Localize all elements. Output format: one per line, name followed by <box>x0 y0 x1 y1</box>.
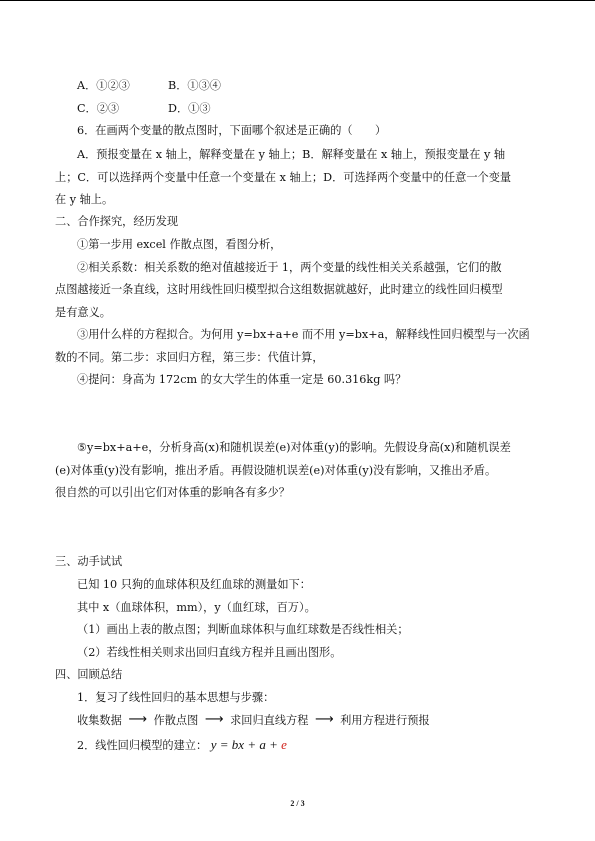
section-3-task-2: （2）若线性相关则求出回归直线方程并且画出图形。 <box>77 646 342 659</box>
workflow-step-scatter-plot: 作散点图 <box>153 714 199 727</box>
section-2-correlation-line-1: ②相关系数：相关系数的绝对值越接近于 1，两个变量的线性相关关系越强，它们的散 <box>77 261 502 274</box>
section-2-correlation-line-2: 点图越接近一条直线，这时用线性回归模型拟合这组数据就越好，此时建立的线性回归模型 <box>55 283 503 296</box>
section-2-analysis-line-2: (e)对体重(y)没有影响，推出矛盾。再假设随机误差(e)对体重(y)没有影响，又推出矛盾。 <box>55 464 497 477</box>
section-3-line-2: 其中 x（血球体积，mm），y（血红球，百万）。 <box>77 601 316 614</box>
section-2-fitting-line-1: ③用什么样的方程拟合。为何用 y=bx+a+e 而不用 y=bx+a，解释线性回归模型与一次函 <box>77 328 530 341</box>
arrow-right-icon: ⟶ <box>204 712 224 727</box>
q5-option-c: C．②③ <box>77 102 120 115</box>
page-number: 2 / 3 <box>290 799 305 808</box>
arrow-right-icon: ⟶ <box>314 712 334 727</box>
formula-error-term: e <box>281 737 287 752</box>
q5-option-d: D．①③ <box>168 102 211 115</box>
section-2-analysis-line-3: 很自然的可以引出它们对体重的影响各有多少？ <box>55 486 290 499</box>
section-2-correlation-line-3: 是有意义。 <box>55 306 111 319</box>
model-label: 2．线性回归模型的建立： <box>77 739 208 752</box>
regression-formula <box>211 737 287 752</box>
section-2-fitting-line-2: 数的不同。第二步：求回归方程，第三步：代值计算， <box>55 351 324 364</box>
section-2-title: 二、合作探究，经历发现 <box>55 215 179 228</box>
q5-option-b: B．①③④ <box>168 79 221 92</box>
workflow-step-predict: 利用方程进行预报 <box>340 714 430 727</box>
workflow-steps <box>77 714 430 728</box>
section-3-title: 三、动手试试 <box>55 555 123 568</box>
section-3-line-1: 已知 10 只狗的血球体积及红血球的测量如下： <box>77 578 311 591</box>
q6-stem: 6．在画两个变量的散点图时，下面哪个叙述是正确的（ ） <box>77 124 387 137</box>
q5-option-a: A．①②③ <box>77 79 130 92</box>
workflow-step-regression-equation: 求回归直线方程 <box>230 714 309 727</box>
section-3-task-1: （1）画出上表的散点图；判断血球体积与血红球数是否线性相关； <box>77 623 409 636</box>
q6-options-line-2: 上；C．可以选择两个变量中任意一个变量在 x 轴上；D．可选择两个变量中的任意一个变量 <box>55 171 512 184</box>
section-2-question: ④提问：身高为 172cm 的女大学生的体重一定是 60.316kg 吗？ <box>77 373 407 386</box>
section-4-line-3 <box>77 738 287 753</box>
q6-options-line-1: A．预报变量在 x 轴上，解释变量在 y 轴上；B．解释变量在 x 轴上，预报变量在 y 轴 <box>77 148 506 161</box>
section-2-analysis-line-1: ⑤y=bx+a+e，分析身高(x)和随机误差(e)对体重(y)的影响。先假设身高(x)和随机误差 <box>77 441 511 454</box>
workflow-step-collect-data: 收集数据 <box>77 714 122 727</box>
formula-main: y = bx + a + <box>210 737 282 752</box>
section-4-line-1: 1．复习了线性回归的基本思想与步骤： <box>77 691 275 704</box>
q6-options-line-3: 在 y 轴上。 <box>55 193 114 206</box>
section-4-title: 四、回顾总结 <box>55 668 123 681</box>
section-2-step-1: ①第一步用 excel 作散点图，看图分析， <box>77 238 282 251</box>
arrow-right-icon: ⟶ <box>128 712 147 727</box>
page-top-border <box>0 0 595 1</box>
